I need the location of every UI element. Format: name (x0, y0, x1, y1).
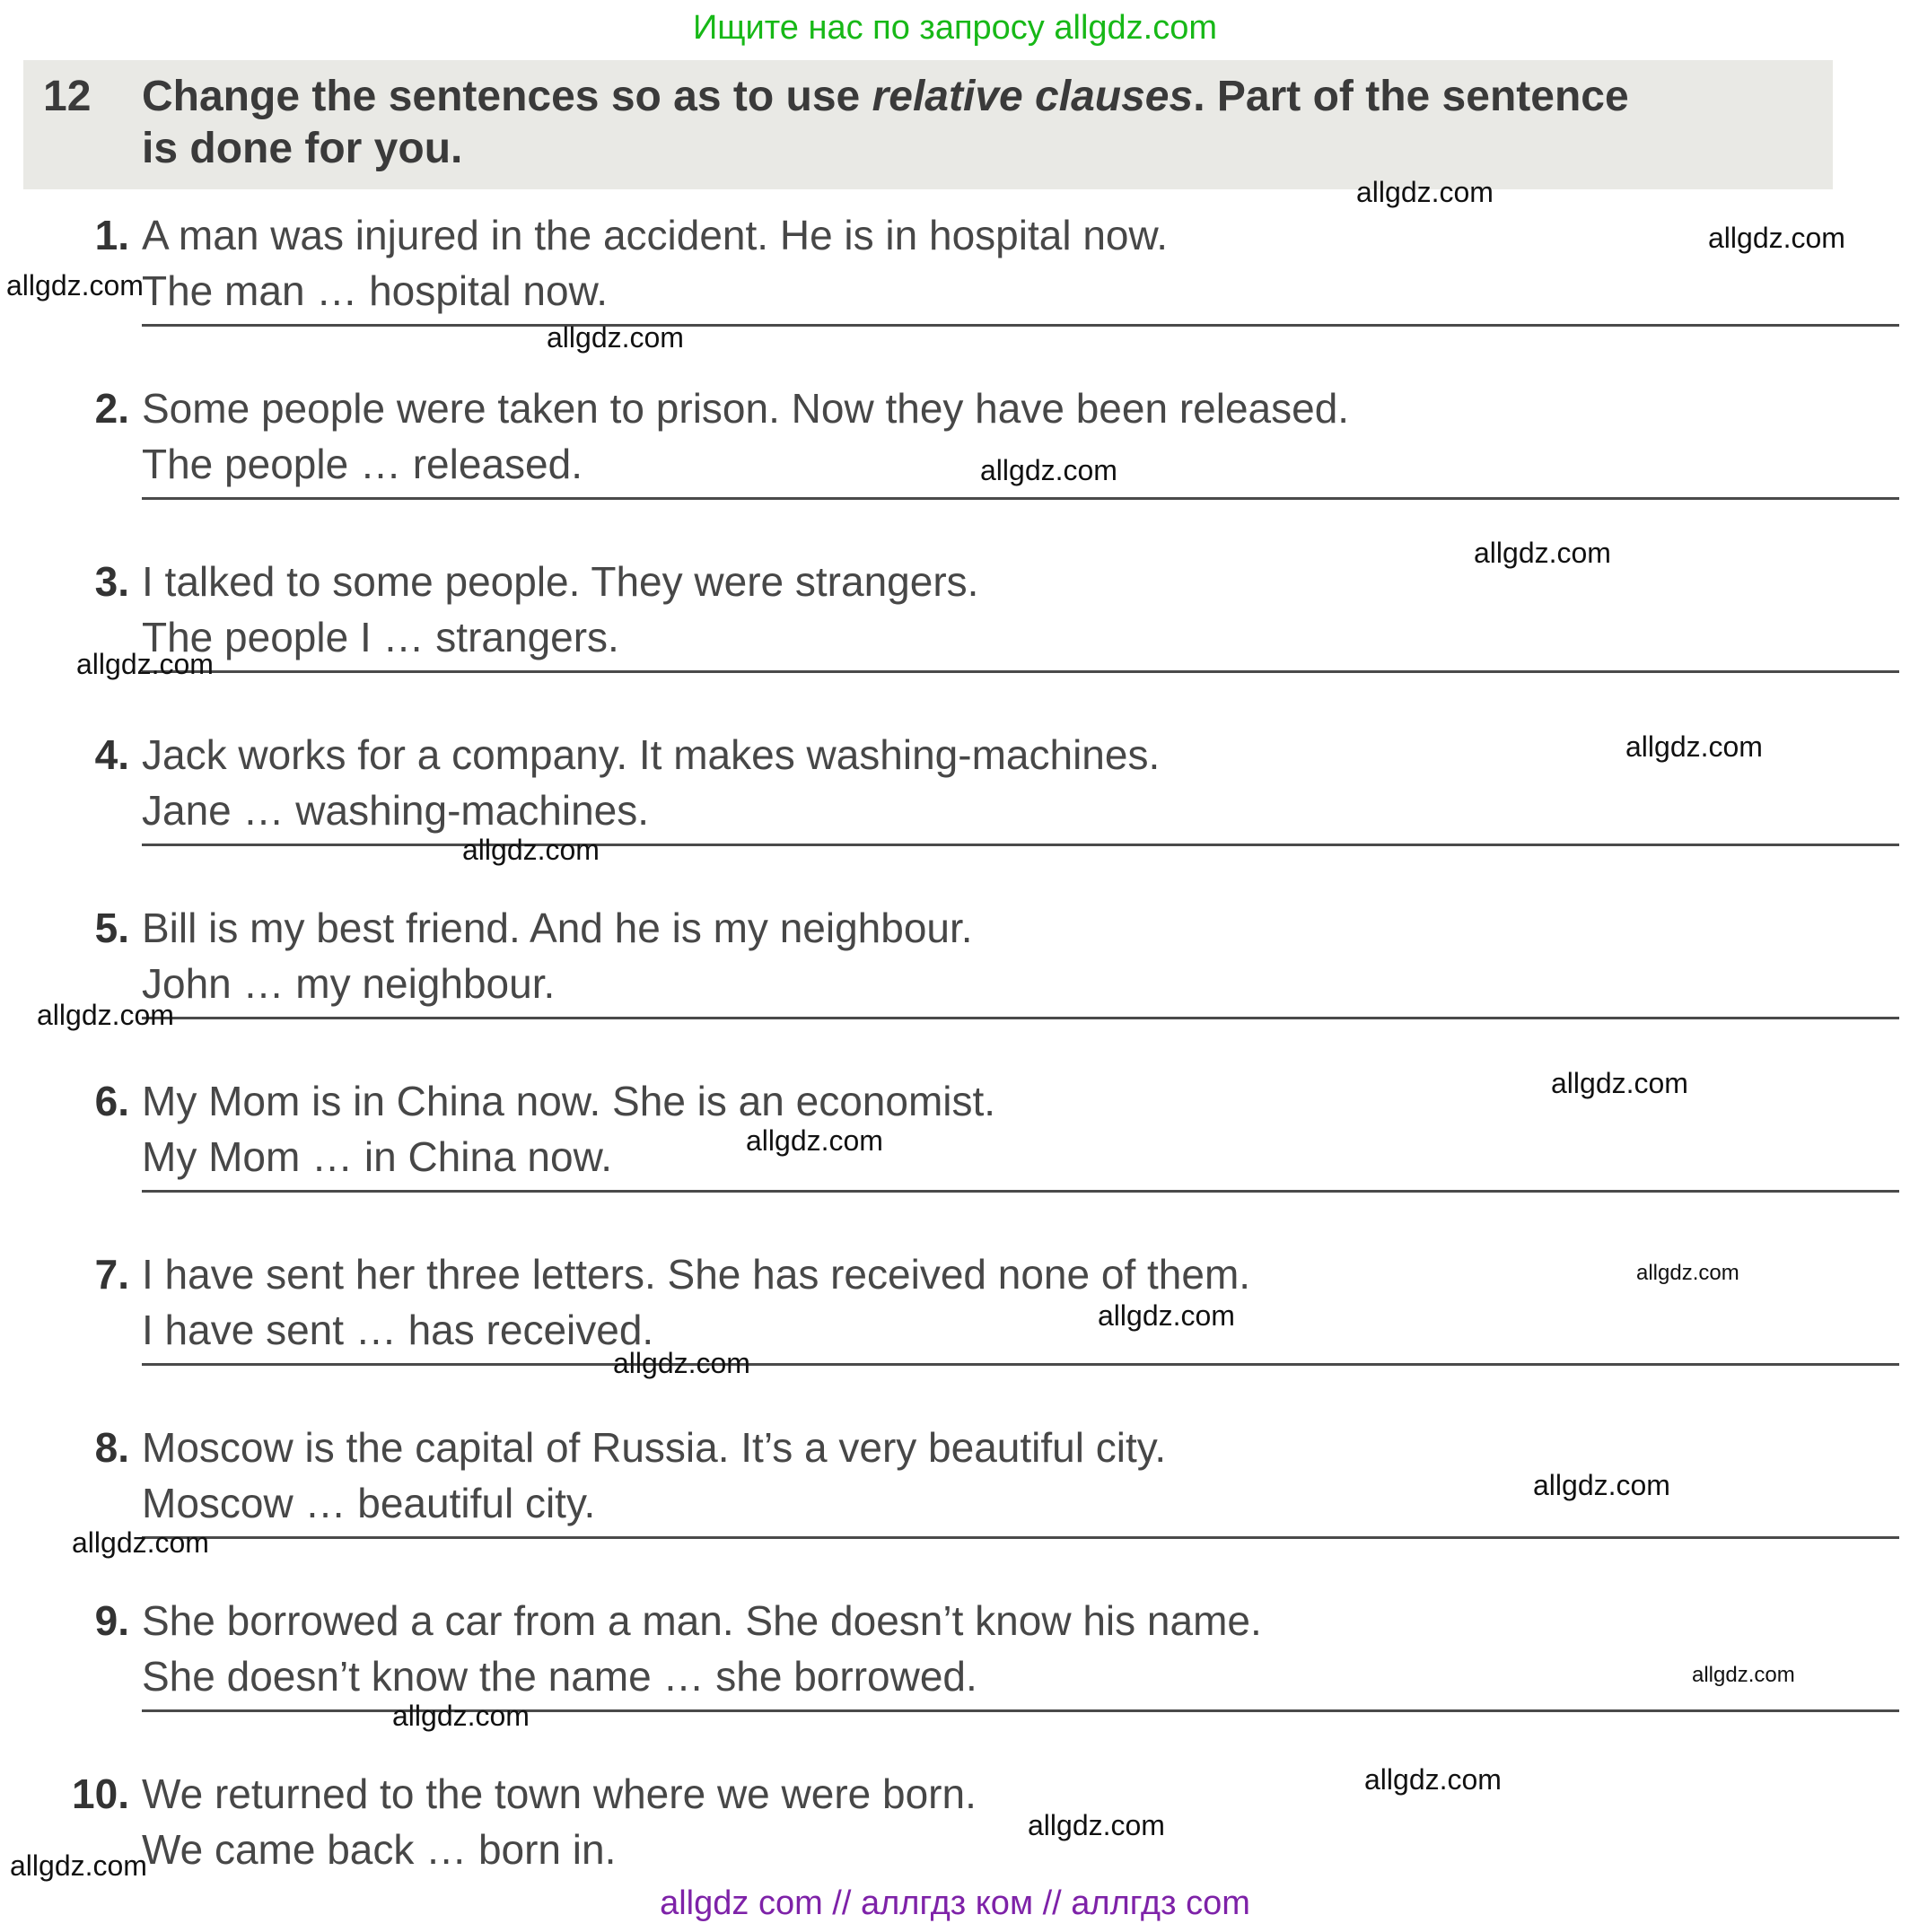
watermark-text: allgdz.com (746, 1124, 883, 1157)
answer-line (142, 1190, 1899, 1193)
item-sentence: My Mom is in China now. She is an economist. (142, 1078, 996, 1124)
item-prompt: The people I … strangers. (142, 614, 619, 660)
exercise-item (45, 727, 1899, 846)
watermark-text: allgdz.com (1625, 730, 1763, 763)
item-sentence: A man was injured in the accident. He is in hospital now. (142, 212, 1168, 258)
top-banner (0, 0, 1910, 48)
item-prompt: Jane … washing-machines. (142, 787, 650, 834)
watermark-text: allgdz.com (1474, 537, 1611, 569)
item-prompt: I have sent … has received. (142, 1307, 654, 1353)
item-sentence: She borrowed a car from a man. She doesn’t know his name. (142, 1597, 1262, 1644)
watermark-text: allgdz.com (6, 269, 144, 302)
item-sentence: Some people were taken to prison. Now they have been released. (142, 385, 1350, 432)
answer-line (142, 1363, 1899, 1366)
footer-text: allgdz com // аллгдз ком // аллгдз com (660, 1884, 1250, 1922)
exercise-item (45, 1766, 1899, 1877)
exercise-item (45, 900, 1899, 1019)
item-number: 5. (94, 905, 129, 951)
watermark-text: allgdz.com (462, 834, 600, 866)
item-prompt: John … my neighbour. (142, 960, 556, 1007)
exercise-title-emphasis: relative clauses (872, 73, 1194, 120)
watermark-text: allgdz.com (1533, 1469, 1670, 1501)
answer-line (142, 670, 1899, 673)
watermark-text: allgdz.com (1551, 1067, 1688, 1099)
item-sentence: We returned to the town where we were born. (142, 1770, 977, 1817)
item-prompt: The man … hospital now. (142, 267, 609, 314)
exercise-title-line2: is done for you. (142, 125, 463, 172)
watermark-text: allgdz.com (1356, 176, 1494, 208)
item-number: 1. (94, 212, 129, 258)
item-number: 4. (94, 731, 129, 778)
exercise-item (45, 207, 1899, 327)
exercise-header (23, 60, 1833, 189)
exercise-title-line1 (142, 71, 1629, 123)
watermark-text: allgdz.com (37, 999, 174, 1031)
item-prompt: We came back … born in. (142, 1826, 617, 1873)
item-number: 7. (94, 1251, 129, 1298)
watermark-text: allgdz.com (1098, 1299, 1235, 1332)
watermark-text: allgdz.com (76, 648, 214, 680)
watermark-text: allgdz.com (1364, 1763, 1502, 1796)
exercise-title (142, 71, 1629, 175)
item-sentence: Bill is my best friend. And he is my neighbour. (142, 905, 973, 951)
watermark-text: allgdz.com (980, 454, 1117, 486)
item-number: 6. (94, 1078, 129, 1124)
exercise-title-text: Change the sentences so as to use (142, 73, 872, 120)
footer (0, 1884, 1910, 1923)
watermark-text: allgdz.com (392, 1700, 530, 1732)
answer-line (142, 1017, 1899, 1019)
item-number: 10. (72, 1770, 129, 1817)
watermark-text: allgdz.com (1636, 1261, 1739, 1285)
watermark-text: allgdz.com (10, 1849, 147, 1882)
item-number: 2. (94, 385, 129, 432)
exercise-title-text: . Part of the sentence (1193, 73, 1629, 120)
item-sentence: I have sent her three letters. She has received none of them. (142, 1251, 1251, 1298)
watermark-text: allgdz.com (1708, 222, 1845, 254)
item-number: 8. (94, 1424, 129, 1471)
item-sentence: Jack works for a company. It makes washing-machines. (142, 731, 1161, 778)
answer-line (142, 844, 1899, 846)
item-prompt: The people … released. (142, 441, 583, 487)
item-sentence: I talked to some people. They were strangers. (142, 558, 979, 605)
exercise-item (45, 1593, 1899, 1712)
watermark-text: allgdz.com (613, 1347, 750, 1379)
item-number: 9. (94, 1597, 129, 1644)
item-sentence: Moscow is the capital of Russia. It’s a very beautiful city. (142, 1424, 1167, 1471)
watermark-text: allgdz.com (1692, 1663, 1795, 1687)
answer-line (142, 324, 1899, 327)
exercise-item (45, 554, 1899, 673)
exercise-item (45, 1246, 1899, 1366)
watermark-text: allgdz.com (1028, 1809, 1165, 1841)
answer-line (142, 1536, 1899, 1539)
answer-line (142, 497, 1899, 500)
exercise-items (0, 207, 1910, 1877)
watermark-text: allgdz.com (72, 1526, 209, 1559)
exercise-number: 12 (43, 73, 92, 120)
exercise-item (45, 380, 1899, 500)
item-number: 3. (94, 558, 129, 605)
watermark-text: allgdz.com (547, 321, 684, 354)
item-prompt: My Mom … in China now. (142, 1133, 613, 1180)
item-prompt: Moscow … beautiful city. (142, 1480, 596, 1526)
top-banner-text: Ищите нас по запросу allgdz.com (692, 9, 1217, 47)
item-prompt: She doesn’t know the name … she borrowed. (142, 1653, 977, 1700)
